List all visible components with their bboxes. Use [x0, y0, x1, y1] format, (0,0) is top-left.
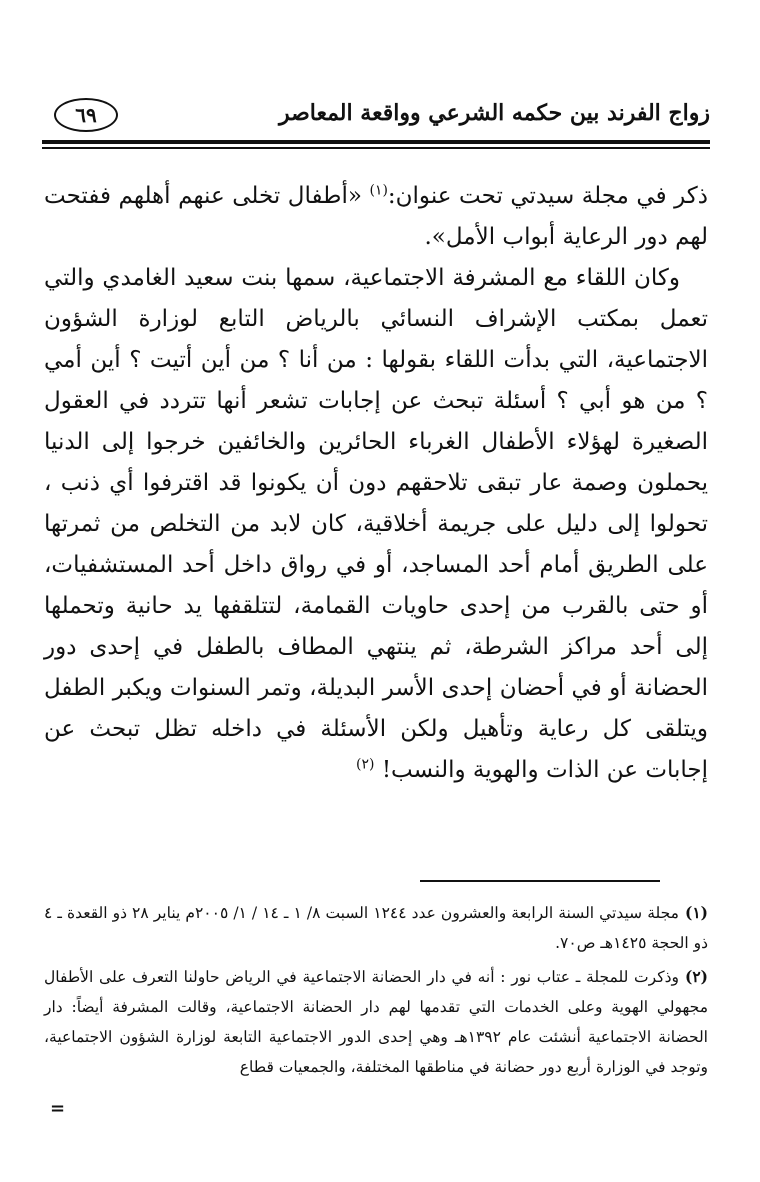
paragraph-1-text: ذكر في مجلة سيدتي تحت عنوان:: [387, 183, 708, 209]
running-header: [42, 92, 710, 134]
footnotes: [44, 898, 708, 1086]
footnote-ref-2: (٢): [356, 756, 375, 773]
paragraph-2-text: وكان اللقاء مع المشرفة الاجتماعية، سمها بنت سعيد الغامدي والتي تعمل بمكتب الإشراف النسائي بالرياض التابع لوزارة الشؤون الاجتماعية، التي بدأت اللقاء بقولها : من أنا ؟ من أين أتيت ؟ أين أمي ؟ من هو أبي ؟ أسئلة تبحث عن إجابات تشعر أنها تتردد في العقول الصغيرة لهؤلاء الأطفال الغرباء الحائرين والخائفين خرجوا إلى الدنيا يحملون وصمة عار تبقى تلاحقهم دون أن يكونوا قد اقترفوا أي ذنب ، تحولوا إلى دليل على جريمة أخلاقية، كان لابد من التخلص من ثمرتها على الطريق أمام أحد المساجد، أو في رواق داخل أحد المستشفيات، أو حتى بالقرب من إحدى حاويات القمامة، لتتلقفها يد حانية وتحملها إلى أحد مراكز الشرطة، ثم ينتهي المطاف بالطفل في إحدى دور الحضانة أو في أحضان إحدى الأسر البديلة، وتمر السنوات ويكبر الطفل ويتلقى كل رعاية وتأهيل ولكن الأسئلة في داخله تظل تبحث عن إجابات عن الذات والهوية والنسب!: [44, 265, 708, 783]
header-rule-thin: [42, 147, 710, 149]
paragraph-2: [44, 258, 708, 791]
main-text: [44, 176, 708, 791]
running-title: زواج الفرند بين حكمه الشرعي وواقعة المعاصر: [278, 100, 710, 126]
footnote-1: [44, 898, 708, 958]
footnote-text: مجلة سيدتي السنة الرابعة والعشرون عدد ١٢٤٤ السبت ٨/ ١ ـ ١٤ / ١/ ٢٠٠٥م يناير ٢٨ ذو القعدة ـ ٤ ذو الحجة ١٤٢٥هـ ص٧٠.: [44, 904, 708, 952]
page-number: ٦٩: [54, 98, 118, 132]
continuation-mark: =: [50, 1098, 66, 1119]
footnote-number: (٢): [684, 967, 708, 986]
footnote-text: وذكرت للمجلة ـ عتاب نور : أنه في دار الحضانة الاجتماعية في الرياض حاولنا التعرف على الأطفال مجهولي الهوية وعلى الخدمات التي تقدمها لهم دار الحضانة الاجتماعية، وقالت المشرفة أيضاً: دار الحضانة الاجتماعية أنشئت عام ١٣٩٢هـ وهي إحدى الدور الاجتماعية التابعة لوزارة الشؤون الاجتماعية، وتوجد في الوزارة أربع دور حضانة في مناطقها المختلفة، والجمعيات قطاع: [44, 968, 708, 1076]
footnote-number: (١): [684, 903, 708, 922]
footnote-separator: [420, 880, 660, 882]
header-rule-thick: [42, 140, 710, 144]
paragraph-1-quote: «أطفال تخلى عنهم أهلهم ففتحت لهم دور الرعاية أبواب الأمل».: [44, 183, 708, 250]
footnote-ref-1: (١): [369, 182, 388, 199]
paragraph-1: [44, 176, 708, 258]
footnote-2: [44, 962, 708, 1082]
